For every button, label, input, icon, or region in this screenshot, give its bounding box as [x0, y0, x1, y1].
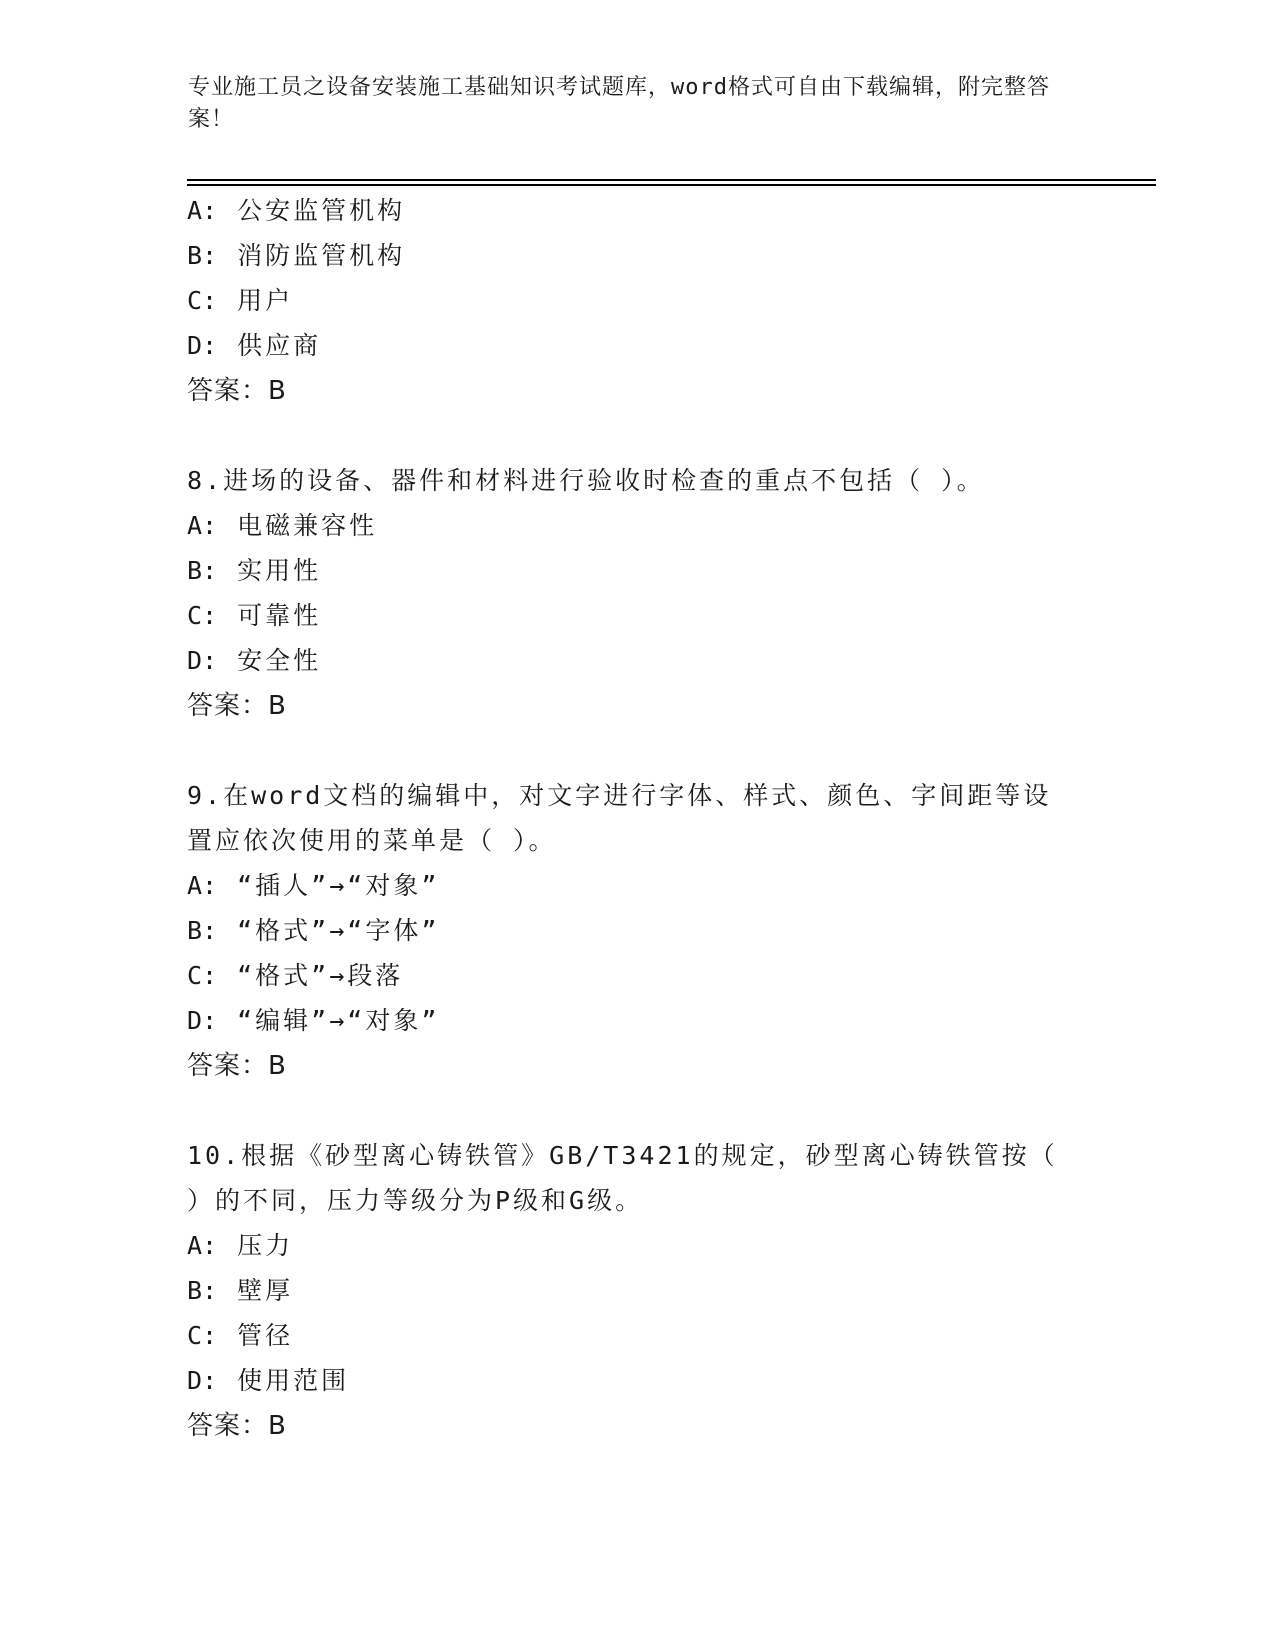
q9-option-b: B: “格式”→“字体” [187, 916, 440, 945]
document-header: 专业施工员之设备安装施工基础知识考试题库，word格式可自由下载编辑，附完整答案！ [188, 75, 1050, 132]
q9-option-d: D: “编辑”→“对象” [187, 1006, 440, 1035]
q7-option-a: A: 公安监管机构 [187, 196, 406, 225]
q8-option-a: A: 电磁兼容性 [187, 511, 378, 540]
q10-option-c: C: 管径 [187, 1321, 294, 1350]
q10-question-line-2: ）的不同，压力等级分为P级和G级。 [187, 1186, 644, 1215]
q10-option-b: B: 壁厚 [187, 1276, 294, 1305]
q10-option-d: D: 使用范围 [187, 1366, 350, 1395]
q7-answer: 答案：B [187, 376, 287, 406]
q10-option-a: A: 压力 [187, 1231, 294, 1260]
q8-option-c: C: 可靠性 [187, 601, 322, 630]
q8-question: 8.进场的设备、器件和材料进行验收时检查的重点不包括（ ）。 [187, 466, 985, 495]
q9-question-line-1: 9.在word文档的编辑中，对文字进行字体、样式、颜色、字间距等设 [187, 781, 1052, 810]
q7-option-c: C: 用户 [187, 286, 294, 315]
q7-option-b: B: 消防监管机构 [187, 241, 406, 270]
q9-option-a: A: “插人”→“对象” [187, 871, 440, 900]
q9-option-c: C: “格式”→段落 [187, 961, 404, 990]
q8-answer: 答案：B [187, 691, 287, 721]
header-rule-top [187, 179, 1156, 181]
header-rule-bottom [187, 184, 1156, 186]
q8-option-b: B: 实用性 [187, 556, 322, 585]
q10-question-line-1: 10.根据《砂型离心铸铁管》GB/T3421的规定，砂型离心铸铁管按（ [187, 1141, 1058, 1170]
q9-question-line-2: 置应依次使用的菜单是（ ）。 [187, 826, 557, 855]
q7-option-d: D: 供应商 [187, 331, 322, 360]
q10-answer: 答案：B [187, 1411, 287, 1441]
q9-answer: 答案：B [187, 1051, 287, 1081]
q8-option-d: D: 安全性 [187, 646, 322, 675]
